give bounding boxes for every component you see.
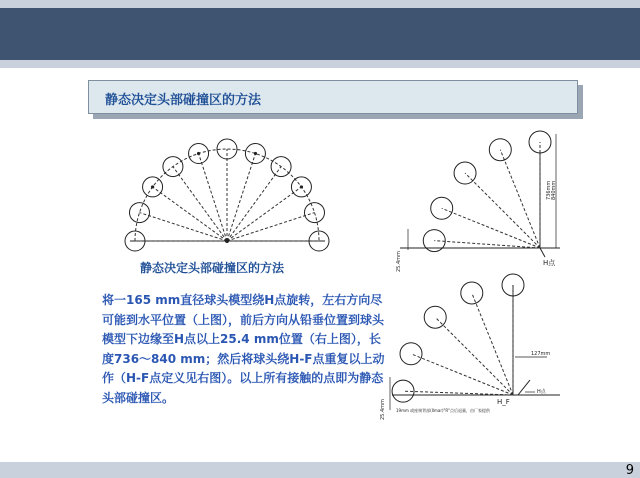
rt-rays	[434, 142, 540, 248]
left-ray	[227, 187, 301, 241]
rb-hf-label: H_F	[497, 398, 510, 406]
left-ray	[140, 213, 227, 241]
left-ray	[173, 167, 227, 241]
left-ray	[227, 154, 255, 241]
rb-head-forms	[392, 274, 524, 402]
rb-ray	[411, 354, 513, 395]
rb-head-form	[424, 306, 446, 328]
rt-tick	[540, 248, 545, 257]
diagram-caption: 静态决定头部碰撞区的方法	[140, 261, 285, 275]
rt-h-label: H点	[543, 259, 556, 267]
rt-head-forms	[423, 131, 551, 252]
rb-ray	[403, 391, 513, 395]
rb-note: 19mm 或座椅背部(Ilmar)"R"点后退量，由厂家提供	[396, 408, 491, 413]
rt-dim-side-label: 25.4mm	[396, 251, 402, 272]
method-description: 将一165 mm直径球头模型绕H点旋转，左右方向尽可能到水平位置（上图），前后方向从铅垂位置到球头模型下边缘至H点以上25.4 mm位置（右上图），长度736～840 mm；然后将球头绕H-F点重复以上动作（H-F点定义见右图）。以上所有接触的点即为静态头部碰撞区。	[102, 293, 385, 405]
rt-dim-label-1: 736mm	[546, 180, 552, 200]
rt-ray	[500, 150, 540, 248]
rt-dim-label-2: 840mm	[551, 180, 557, 200]
slide-title: 静态决定头部碰撞区的方法	[105, 93, 262, 108]
left-rotation-diagram	[125, 139, 329, 251]
page-number: 9	[625, 463, 634, 478]
rb-head-form	[461, 282, 483, 304]
left-ray	[227, 213, 314, 241]
left-arc-arrow-marker	[300, 185, 303, 188]
rb-h-label: H点	[537, 389, 546, 395]
rb-rays	[403, 285, 513, 395]
left-h-point	[225, 239, 229, 243]
left-arc-arrow-marker	[254, 152, 257, 155]
rb-seatback	[518, 380, 530, 395]
rb-ray	[472, 293, 513, 395]
left-ray	[227, 167, 281, 241]
left-ray	[199, 154, 227, 241]
right-top-diagram	[396, 131, 560, 272]
rt-ray	[442, 208, 540, 248]
rt-ray	[465, 173, 540, 248]
left-rays	[135, 149, 319, 241]
rb-dim-127-label: 127mm	[531, 351, 551, 357]
left-arc-arrow-marker	[197, 152, 200, 155]
left-arc-arrow-marker	[151, 185, 154, 188]
rb-ray	[435, 317, 513, 395]
left-ray	[153, 187, 227, 241]
right-bottom-diagram	[380, 274, 560, 420]
bottom-strip	[0, 462, 640, 478]
rb-head-form	[400, 343, 422, 365]
rb-dim-side-label: 25.4mm	[380, 399, 386, 420]
